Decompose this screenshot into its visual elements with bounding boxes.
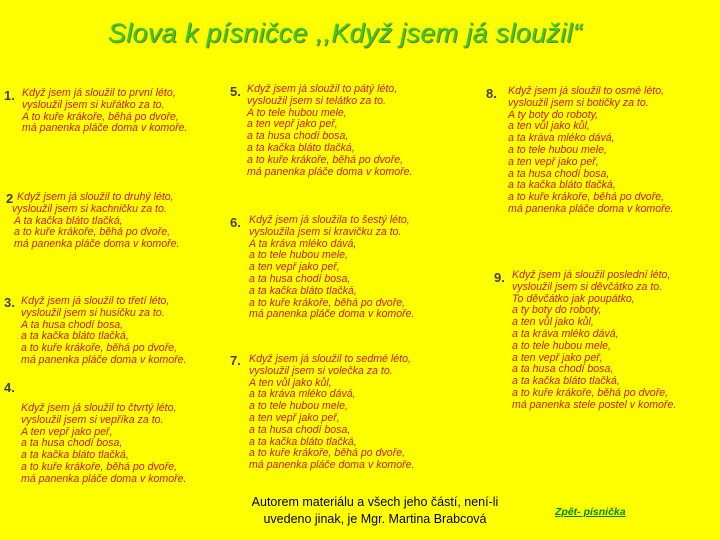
verse-number: 2	[6, 191, 14, 206]
verse-line: má panenka stele postel v komoře.	[512, 398, 677, 411]
verse-number: 1.	[4, 88, 15, 103]
page-title: Slova k písničce ,,Když jsem já sloužil“	[107, 18, 583, 48]
verse-line: a ta husa chodí bosa,	[249, 272, 351, 285]
verse-line: vysloužil jsem si děvčátko za to.	[512, 280, 663, 293]
verse-line: má panenka pláče doma v komoře.	[14, 238, 180, 251]
author-note	[225, 494, 525, 528]
verse-line: a to tele hubou mele,	[508, 143, 607, 156]
verse-number: 9.	[494, 270, 505, 285]
verse-line: vysloužil jsem si botičky za to.	[508, 96, 649, 109]
verse-line: vysloužil jsem si kuřátko za to.	[22, 98, 165, 111]
verse-7	[249, 354, 414, 472]
verse-line: a ta kačka bláto tlačká,	[249, 284, 357, 297]
verse-line: a to tele hubou mele,	[512, 339, 611, 352]
verse-line: a ta husa chodí bosa,	[508, 167, 610, 180]
verse-line: má panenka pláče doma v komoře.	[21, 353, 187, 366]
verse-number: 3.	[4, 295, 15, 310]
verse-3	[21, 296, 186, 367]
verse-line: a ta husa chodí bosa,	[249, 423, 351, 436]
verse-line: Když jsem já sloužil to čtvrtý léto,	[21, 402, 177, 414]
verse-line: a ta kráva mléko dává,	[249, 388, 356, 401]
verse-1	[22, 88, 187, 135]
verse-line: a ta husa chodí bosa,	[247, 130, 349, 143]
verse-line: Když jsem já sloužil to druhý léto,	[17, 191, 174, 203]
verse-6	[249, 215, 414, 321]
verse-line: a ten vůl jako kůl,	[508, 120, 590, 133]
verse-line: a ta kačka bláto tlačká,	[512, 375, 620, 388]
verse-line: vysloužil jsem si telátko za to.	[247, 94, 386, 107]
verse-line: A ta husa chodí bosa,	[21, 318, 124, 331]
verse-line: Když jsem já sloužil poslední léto,	[512, 269, 671, 281]
verse-line: a ten vepř jako peř,	[247, 118, 338, 131]
verse-line: a ta husa chodí bosa,	[21, 437, 123, 450]
verse-line: a to kuře krákoře, běhá po dvoře,	[249, 447, 406, 460]
verse-line: A ty boty do roboty,	[508, 108, 599, 121]
verse-line: a to kuře krákoře, běhá po dvoře,	[14, 226, 171, 239]
verse-line: a ten vepř jako peř,	[249, 261, 340, 274]
verse-line: a ten vepř jako peř,	[249, 411, 340, 424]
verse-5	[247, 84, 412, 178]
verse-line: a ta kačka bláto tlačká,	[21, 330, 129, 343]
verse-line: má panenka pláče doma v komoře.	[21, 472, 187, 485]
verse-line: a ta kačka bláto tlačká,	[21, 449, 129, 462]
verse-number: 6.	[230, 215, 241, 230]
verse-line: a to kuře krákoře, běhá po dvoře,	[508, 191, 665, 204]
verse-line: vysloužil jsem si volečka za to.	[249, 364, 393, 377]
verse-number: 7.	[230, 353, 241, 368]
verse-line: a ta kačka bláto tlačká,	[249, 435, 357, 448]
verse-line: A ten vepř jako peř,	[21, 425, 113, 438]
verse-number: 8.	[486, 86, 497, 101]
verse-line: To děvčátko jak poupátko,	[512, 292, 635, 305]
verse-line: a to kuře krákoře, běhá po dvoře,	[247, 153, 404, 166]
verse-line: A ta kráva mléko dává,	[249, 237, 357, 250]
verse-line: A ten vůl jako kůl,	[249, 376, 332, 389]
verse-line: A to tele hubou mele,	[247, 106, 347, 119]
verse-line: a ta kráva mléko dává,	[512, 327, 619, 340]
verse-line: Když jsem já sloužil to pátý léto,	[247, 83, 398, 95]
verse-line: má panenka pláče doma v komoře.	[249, 459, 415, 472]
verse-number: 5.	[230, 84, 241, 99]
verse-number: 4.	[4, 380, 15, 395]
verse-line: a to kuře krákoře, běhá po dvoře,	[21, 460, 178, 473]
verse-line: vysloužil jsem si vepříka za to.	[21, 413, 164, 426]
verse-line: vysloužil jsem si husičku za to.	[21, 306, 165, 319]
verse-line: a ta kačka bláto tlačká,	[508, 179, 616, 192]
verse-line: Když jsem já sloužil to osmé léto,	[508, 85, 665, 97]
verse-line: má panenka pláče doma v komoře.	[508, 202, 674, 215]
verse-line: a ta husa chodí bosa,	[512, 363, 614, 376]
verse-9	[512, 270, 676, 412]
verse-line: a ta kačka bláto tlačká,	[247, 141, 355, 154]
verse-2	[12, 191, 180, 251]
verse-line: a ty boty do roboty,	[512, 304, 602, 317]
back-to-song-link[interactable]: Zpět- písnička	[555, 506, 626, 518]
verse-line: Když jsem já sloužil to sedmé léto,	[249, 353, 411, 365]
author-note-line: Autorem materiálu a všech jeho částí, není-li	[251, 495, 499, 509]
verse-line: A ta kačka bláto tlačká,	[14, 214, 123, 227]
verse-line: a to tele hubou mele,	[249, 400, 348, 413]
verse-line: a to kuře krákoře, běhá po dvoře,	[249, 296, 406, 309]
verse-line: vysloužil jsem si kachničku za to.	[12, 202, 167, 215]
verse-line: má panenka pláče doma v komoře.	[247, 165, 413, 178]
verse-line: a to kuře krákoře, běhá po dvoře,	[512, 386, 669, 399]
verse-line: Když jsem já sloužil to první léto,	[22, 87, 176, 99]
verse-line: Když jsem já sloužil to třetí léto,	[21, 295, 170, 307]
verse-line: a to kuře krákoře, běhá po dvoře,	[21, 342, 178, 355]
verse-line: Když jsem já sloužila to šestý léto,	[249, 214, 410, 226]
verse-line: a ten vůl jako kůl,	[512, 316, 594, 329]
verse-line: má panenka pláče doma v komoře.	[22, 122, 188, 135]
verse-line: vysloužila jsem si kravičku za to.	[249, 225, 402, 238]
verse-line: má panenka pláče doma v komoře.	[249, 308, 415, 321]
author-note-line: uvedeno jinak, je Mgr. Martina Brabcová	[263, 512, 487, 526]
verse-line: a to tele hubou mele,	[249, 249, 348, 262]
verse-line: a ten vepř jako peř,	[508, 155, 599, 168]
verse-4	[21, 403, 186, 486]
verse-line: a ta kráva mléko dává,	[508, 132, 615, 145]
verse-line: A to kuře krákoře, běhá po dvoře,	[22, 110, 179, 123]
verse-8	[508, 86, 673, 216]
verse-line: a ten vepř jako peř,	[512, 351, 603, 364]
